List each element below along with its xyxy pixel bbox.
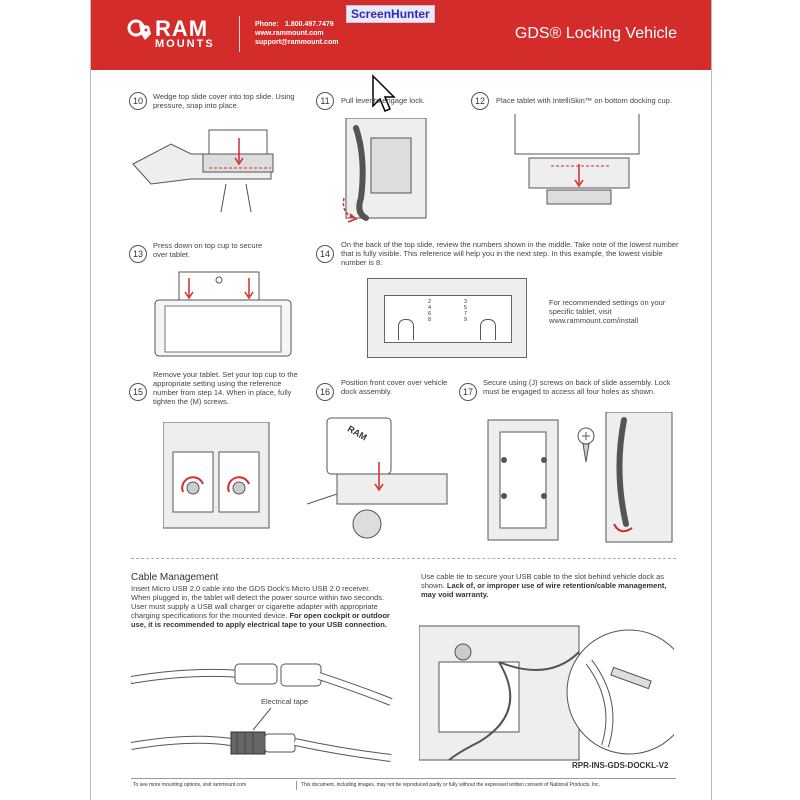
step-number: 17 [459, 383, 477, 401]
tablet-logo: RAM [345, 423, 369, 443]
step-number: 16 [316, 383, 334, 401]
step14-illustration [367, 278, 527, 358]
step-number: 13 [129, 245, 147, 263]
cable-management-warning: For open cockpit or outdoor use, it is recommended to apply electrical tape to your USB connection. [131, 611, 390, 629]
step17-illustration [486, 412, 681, 552]
section-divider [131, 558, 676, 559]
step-number: 12 [471, 92, 489, 110]
step13-illustration [149, 268, 299, 360]
support-email[interactable]: support@rammount.com [255, 39, 339, 46]
step10-illustration [131, 124, 281, 214]
step16-illustration [307, 414, 467, 544]
document-number: RPR-INS-GDS-DOCKL-V2 [572, 761, 669, 770]
step-text: On the back of the top slide, review the numbers shown in the middle. Take note of the lowest number that is fully visible. This reference will help you in the next step. In this example, the lowest visible number is 8. [341, 240, 679, 267]
step-text: Press down on top cup to secure over tablet. [153, 241, 263, 259]
scale-right: 3 5 7 9 [464, 299, 468, 323]
install-note: For recommended settings on your specific tablet, visit www.rammount.com/install [549, 298, 666, 325]
cable-management-text [131, 584, 391, 629]
brand-top: RAM [155, 16, 209, 41]
step-text: Wedge top slide cover into top slide. Using pressure, snap into place. [153, 92, 295, 110]
footer-right-text: This document, including images, may not be reproduced partly or fully without the expressed written consent of National Products, Inc. [301, 782, 601, 788]
screenhunter-badge: ScreenHunter [346, 5, 435, 23]
phone-label: Phone: [255, 21, 279, 28]
header-divider [239, 16, 240, 52]
document-title: GDS® Locking Vehicle [514, 25, 677, 42]
phone-number: 1.800.497.7479 [285, 21, 334, 28]
electrical-tape-label: Electrical tape [261, 697, 309, 706]
step-text: Pull lever to engage lock. [341, 96, 425, 105]
cable-tie-illustration [419, 622, 674, 764]
mouse-cursor-icon [371, 74, 397, 114]
cable-tie-body: Use cable tie to secure your USB cable to the slot behind vehicle dock as shown. [421, 572, 665, 590]
step15-illustration [163, 422, 273, 532]
step-number: 14 [316, 245, 334, 263]
footer-left-text: To see more mounting options, visit rammount.com [133, 782, 247, 788]
footer-divider [296, 781, 297, 790]
cable-tie-text [421, 572, 671, 599]
cable-management-title: Cable Management [131, 572, 219, 583]
cable-tie-warning: Lack of, or improper use of wire retention/cable management, may void warranty. [421, 581, 667, 599]
scale-left: 2 4 6 8 [428, 299, 432, 323]
usb-cable-illustration [131, 650, 396, 770]
website-link[interactable]: www.rammount.com [255, 30, 324, 37]
step-number: 10 [129, 92, 147, 110]
brand-bottom: MOUNTS [155, 38, 215, 50]
step-text: Secure using (J) screws on back of slide assembly. Lock must be engaged to access all four holes as shown. [483, 378, 671, 396]
step-text: Place tablet with IntelliSkin™ on bottom docking cup. [496, 96, 672, 105]
contact-block [255, 20, 338, 47]
step-number: 11 [316, 92, 334, 110]
step-text: Remove your tablet. Set your top cup to the appropriate setting using the reference number from step 14. When in place, fully tighten the (M) screws. [153, 370, 298, 406]
step-number: 15 [129, 383, 147, 401]
step11-illustration [336, 118, 436, 228]
footer-rule [131, 778, 676, 779]
screw-icon [578, 428, 594, 462]
step12-illustration [509, 114, 649, 214]
cable-management-body: Insert Micro USB 2.0 cable into the GDS Dock's Micro USB 2.0 receiver. When plugged in, the tablet will detect the power source within two seconds. User must supply a USB wall charger or cigarette adapter with appropriate charging specifications for the mounted device. [131, 584, 385, 620]
step-text: Position front cover over vehicle dock assembly. [341, 378, 448, 396]
instruction-page [90, 0, 712, 800]
ram-head-icon [127, 18, 153, 44]
